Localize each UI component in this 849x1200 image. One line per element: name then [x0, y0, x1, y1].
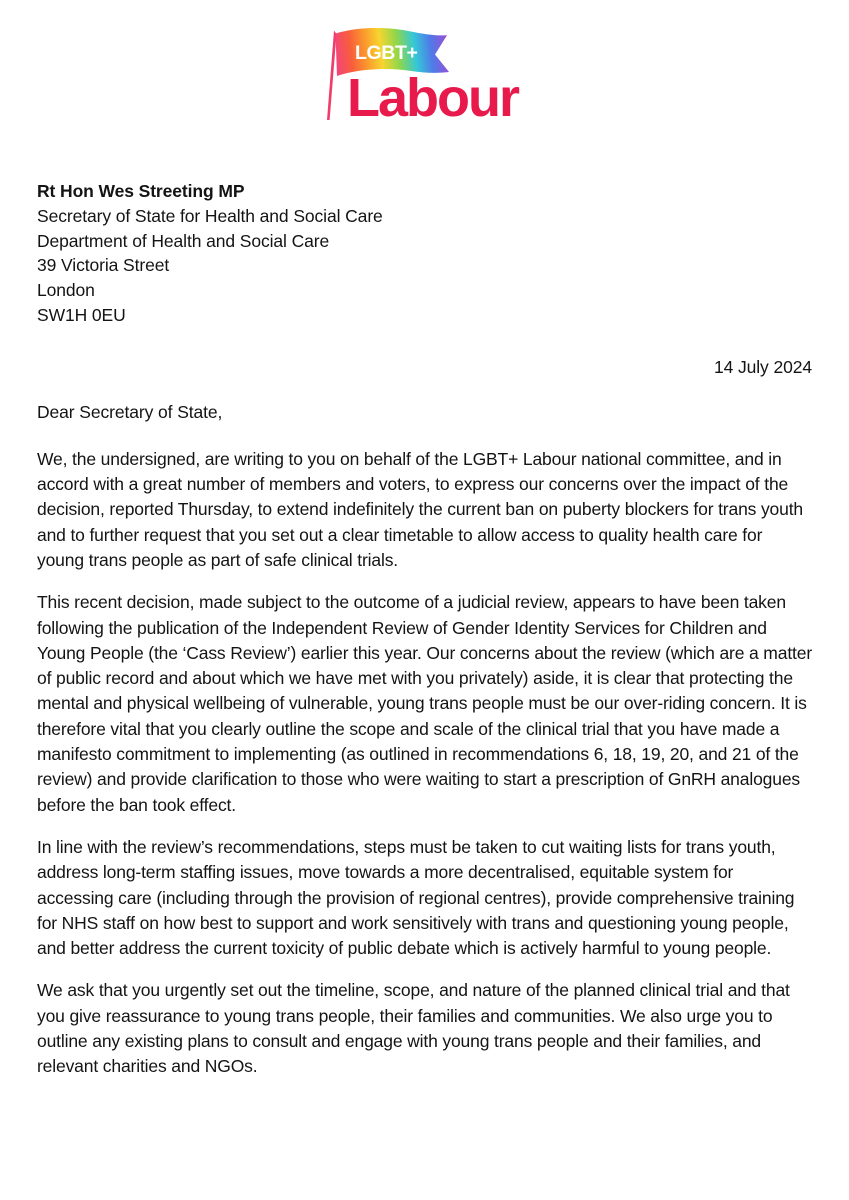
- flag-text-lgbt-plus: LGBT+: [354, 42, 417, 64]
- body-paragraph: We, the undersigned, are writing to you on behalf of the LGBT+ Labour national committee, and in accord with a great number of members and voters, to express our concerns over the impact of the decision, reported Thursday, to extend indefinitely the current ban on puberty blockers for trans youth and to further request that you set out a clear timetable to allow access to quality health care for young trans people as part of safe clinical trials.: [37, 448, 804, 570]
- letter-body: [37, 447, 812, 1080]
- address-line: Secretary of State for Health and Social Care: [37, 205, 383, 226]
- body-paragraph: We ask that you urgently set out the timeline, scope, and nature of the planned clinical trial and that you give reassurance to young trans people, their families and communities. We also urge you to outline any existing plans to consult and engage with young trans people and their families, and relevant charities and NGOs.: [37, 980, 790, 1077]
- flagpole-icon: [327, 31, 337, 121]
- recipient-address-block: [37, 179, 812, 328]
- address-line: SW1H 0EU: [37, 304, 126, 325]
- letter-content: [0, 179, 849, 1080]
- address-line: 39 Victoria Street: [37, 255, 170, 276]
- letter-date: 14 July 2024: [713, 356, 812, 377]
- body-paragraph: This recent decision, made subject to the outcome of a judicial review, appears to have been taken following the publication of the Independent Review of Gender Identity Services for Children and Young People (the ‘Cass Review’) earlier this year. Our concerns about the review (which are a matter of public record and about which we have met with you privately) aside, it is clear that protecting the mental and physical wellbeing of vulnerable, young trans people must be our over-riding concern. It is therefore vital that you clearly outline the scope and scale of the clinical trial that you have made a manifesto commitment to implementing (as outlined in recommendations 6, 18, 19, 20, and 21 of the review) and provide clarification to those who were waiting to start a prescription of GnRH analogues before the ban took effect.: [37, 592, 812, 815]
- letterhead: [0, 0, 849, 153]
- address-line: Department of Health and Social Care: [37, 230, 330, 251]
- lgbt-labour-logo: [325, 28, 525, 153]
- salutation: Dear Secretary of State,: [37, 401, 223, 422]
- address-line: London: [37, 280, 95, 301]
- labour-wordmark: Labour: [346, 68, 518, 128]
- recipient-name: Rt Hon Wes Streeting MP: [37, 181, 245, 201]
- body-paragraph: In line with the review’s recommendations, steps must be taken to cut waiting lists for trans youth, address long-term staffing issues, move towards a more decentralised, equitable system for accessing care (including through the provision of regional centres), provide comprehensive training for NHS staff on how best to support and work sensitively with trans and questioning young people, and better address the current toxicity of public debate which is actively harmful to young people.: [37, 836, 795, 959]
